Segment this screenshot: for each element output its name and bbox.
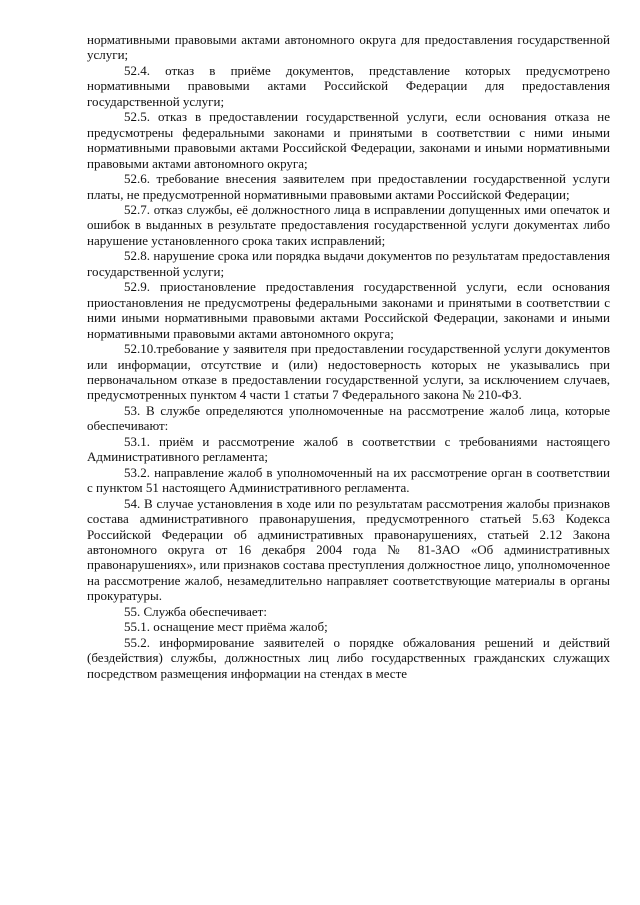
- paragraph-52-6: 52.6. требование внесения заявителем при предоставлении государственной услуги платы, не предусмотренной нормативными правовыми актами Российской Федерации;: [87, 171, 610, 202]
- paragraph-55-2: 55.2. информирование заявителей о порядке обжалования решений и действий (бездействия) службы, должностных лиц либо государственных гражданских служащих посредством размещения информации на стендах в месте: [87, 634, 610, 681]
- paragraph-52-7: 52.7. отказ службы, её должностного лица в исправлении допущенных ими опечаток и ошибок в выданных в результате предоставления государственной услуги документах либо нарушение установленного срока таких исправлений;: [87, 201, 610, 248]
- paragraph-53: 53. В службе определяются уполномоченные на рассмотрение жалоб лица, которые обеспечивают:: [87, 402, 610, 434]
- paragraph-55-1: 55.1. оснащение мест приёма жалоб;: [124, 619, 328, 635]
- paragraph-52-8: 52.8. нарушение срока или порядка выдачи документов по результатам предоставления государственной услуги;: [87, 248, 610, 279]
- paragraph-53-2: 53.2. направление жалоб в уполномоченный на их рассмотрение орган в соответствии с пунктом 51 настоящего Административного регламента.: [87, 464, 610, 496]
- paragraph-54: 54. В случае установления в ходе или по результатам рассмотрения жалобы признаков состава административного правонарушения, предусмотренного статьей 5.63 Кодекса Российской Федерации об административных правонарушениях, статьей 2.12 Закона автономного округа от 16 декабря 2004 года № 81-ЗАО «Об административных правонарушениях», или признаков состава преступления должностное лицо, уполномоченное на рассмотрение жалоб, незамедлительно направляет соответствующие материалы в органы прокуратуры.: [87, 495, 610, 604]
- paragraph-55: 55. Служба обеспечивает:: [124, 603, 267, 619]
- paragraph-continuation: нормативными правовыми актами автономного округа для предоставления государственной услуги;: [87, 32, 610, 63]
- paragraph-53-1: 53.1. приём и рассмотрение жалоб в соответствии с требованиями настоящего Административного регламента;: [87, 433, 610, 465]
- document-body: [87, 32, 610, 681]
- paragraph-52-5: 52.5. отказ в предоставлении государственной услуги, если основания отказа не предусмотрены федеральными законами и принятыми в соответствии с ними иными нормативными правовыми актами Российской Федерации, законами и иными нормативными правовыми актами автономного округа;: [87, 109, 610, 171]
- paragraph-52-4: 52.4. отказ в приёме документов, представление которых предусмотрено нормативными правовыми актами Российской Федерации для предоставления государственной услуги;: [87, 62, 610, 109]
- paragraph-52-10: 52.10.требование у заявителя при предоставлении государственной услуги документов или информации, отсутствие и (или) недостоверность которых не указывались при первоначальном отказе в предоставлении государственной услуги, за исключением случаев, предусмотренных пунктом 4 части 1 статьи 7 Федерального закона № 210-ФЗ.: [87, 341, 610, 403]
- paragraph-52-9: 52.9. приостановление предоставления государственной услуги, если основания приостановления не предусмотрены федеральными законами и принятыми в соответствии с ними иными нормативными правовыми актами Российской Федерации, законами и иными нормативными правовыми актами автономного округа;: [87, 279, 610, 341]
